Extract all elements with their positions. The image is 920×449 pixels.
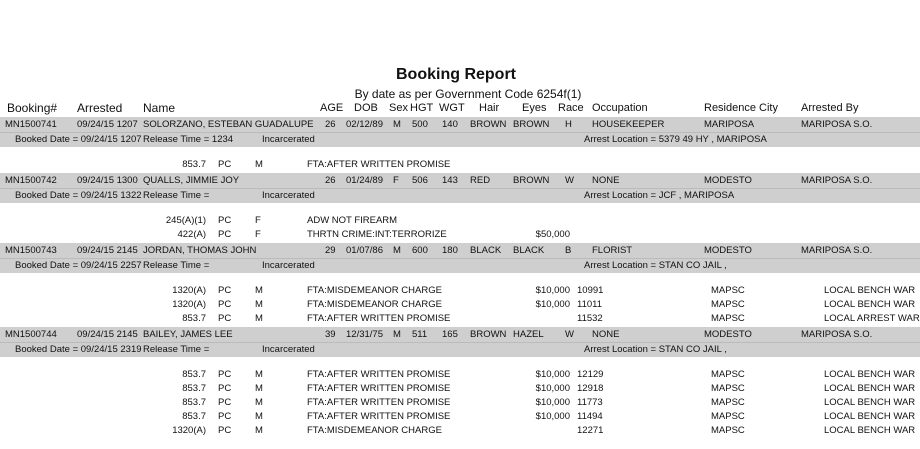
dob: 12/31/75 — [346, 329, 383, 340]
charge-description: FTA:AFTER WRITTEN PROMISE — [307, 383, 451, 394]
charge-type: PC — [218, 313, 232, 324]
race: W — [565, 175, 574, 186]
sex: M — [393, 119, 401, 130]
charge-level: M — [255, 425, 263, 436]
charge-description: THRTN CRIME:INT:TERRORIZE — [307, 229, 447, 240]
booked-date: Booked Date = 09/24/15 1207 — [15, 134, 142, 145]
report-title: Booking Report — [396, 66, 516, 83]
age: 26 — [325, 119, 336, 130]
sex: M — [393, 329, 401, 340]
charge-level: F — [255, 215, 261, 226]
height: 506 — [412, 175, 428, 186]
bail-amount: $10,000 — [535, 397, 570, 408]
charge-type: PC — [218, 369, 232, 380]
header-booking: Booking# — [7, 101, 58, 115]
charge-level: F — [255, 229, 261, 240]
charge-code: 853.7 — [182, 313, 206, 324]
charge-level: M — [255, 285, 263, 296]
age: 29 — [325, 245, 336, 256]
charge-code: 422(A) — [177, 229, 206, 240]
court: MAPSC — [711, 411, 745, 422]
arrest-location: Arrest Location = JCF , MARIPOSA — [584, 190, 735, 201]
arrestee-name: SOLORZANO, ESTEBAN GUADALUPE — [143, 119, 314, 130]
arrestee-name: QUALLS, JIMMIE JOY — [143, 175, 240, 186]
warrant-type: LOCAL BENCH WAR — [824, 383, 916, 394]
booking-record — [0, 243, 920, 273]
charge-description: FTA:MISDEMEANOR CHARGE — [307, 425, 442, 436]
header-race: Race — [558, 102, 584, 114]
dob: 02/12/89 — [346, 119, 383, 130]
court: MAPSC — [711, 299, 745, 310]
bail-amount: $10,000 — [535, 369, 570, 380]
charge-level: M — [255, 383, 263, 394]
sex: M — [393, 245, 401, 256]
release-time: Release Time = — [143, 190, 210, 201]
charge-code: 1320(A) — [172, 285, 206, 296]
hair: BROWN — [470, 329, 507, 340]
arrested-datetime: 09/24/15 2145 — [77, 245, 138, 256]
header-name: Name — [143, 101, 176, 115]
bail-amount: $10,000 — [535, 299, 570, 310]
record-divider — [0, 132, 920, 133]
charge-type: PC — [218, 425, 232, 436]
arrestee-name: JORDAN, THOMAS JOHN — [143, 245, 257, 256]
custody-status: Incarcerated — [262, 260, 315, 271]
residence-city: MODESTO — [704, 245, 752, 256]
charge-code: 853.7 — [182, 159, 206, 170]
charge-code: 245(A)(1) — [165, 215, 206, 226]
charge-code: 853.7 — [182, 411, 206, 422]
bail-amount: $10,000 — [535, 411, 570, 422]
arrest-location: Arrest Location = 5379 49 HY , MARIPOSA — [584, 134, 767, 145]
charge-type: PC — [218, 215, 232, 226]
occupation: NONE — [592, 329, 620, 340]
charge-description: FTA:AFTER WRITTEN PROMISE — [307, 411, 451, 422]
warrant-type: LOCAL BENCH WAR — [824, 285, 916, 296]
bail-amount: $10,000 — [535, 383, 570, 394]
age: 39 — [325, 329, 336, 340]
charge-level: M — [255, 159, 263, 170]
header-dob: DOB — [354, 102, 378, 114]
race: H — [565, 119, 572, 130]
occupation: NONE — [592, 175, 620, 186]
arrested-by: MARIPOSA S.O. — [801, 329, 873, 340]
court: MAPSC — [711, 425, 745, 436]
hair: BROWN — [470, 119, 507, 130]
booked-date: Booked Date = 09/24/15 2257 — [15, 260, 142, 271]
case-number: 12918 — [577, 383, 604, 394]
warrant-type: LOCAL BENCH WAR — [824, 411, 916, 422]
custody-status: Incarcerated — [262, 344, 315, 355]
charge-code: 853.7 — [182, 397, 206, 408]
case-number: 11494 — [577, 411, 603, 422]
header-age: AGE — [320, 102, 344, 114]
charge-level: M — [255, 299, 263, 310]
height: 511 — [412, 329, 428, 340]
header-sex: Sex — [389, 102, 408, 114]
charge-description: FTA:MISDEMEANOR CHARGE — [307, 285, 442, 296]
arrested-by: MARIPOSA S.O. — [801, 175, 873, 186]
court: MAPSC — [711, 313, 745, 324]
eyes: HAZEL — [513, 329, 544, 340]
release-time: Release Time = — [143, 260, 210, 271]
case-number: 11011 — [577, 299, 603, 310]
charge-description: FTA:AFTER WRITTEN PROMISE — [307, 159, 451, 170]
case-number: 11773 — [577, 397, 603, 408]
charge-type: PC — [218, 411, 232, 422]
occupation: HOUSEKEEPER — [592, 119, 665, 130]
height: 500 — [412, 119, 428, 130]
booking-record — [0, 173, 920, 203]
report-subtitle: By date as per Government Code 6254f(1) — [354, 87, 582, 101]
charge-type: PC — [218, 299, 232, 310]
bail-amount: $50,000 — [535, 229, 570, 240]
charge-code: 853.7 — [182, 369, 206, 380]
warrant-type: LOCAL BENCH WAR — [824, 369, 916, 380]
occupation: FLORIST — [592, 245, 633, 256]
header-arrested-by: Arrested By — [801, 102, 859, 114]
header-arrested: Arrested — [77, 101, 123, 115]
residence-city: MODESTO — [704, 329, 752, 340]
arrested-datetime: 09/24/15 2145 — [77, 329, 138, 340]
arrest-location: Arrest Location = STAN CO JAIL , — [584, 260, 727, 271]
record-divider — [0, 258, 920, 259]
residence-city: MODESTO — [704, 175, 752, 186]
header-hgt: HGT — [410, 102, 434, 114]
charge-description: FTA:AFTER WRITTEN PROMISE — [307, 369, 451, 380]
charge-code: 853.7 — [182, 383, 206, 394]
custody-status: Incarcerated — [262, 134, 315, 145]
booked-date: Booked Date = 09/24/15 2319 — [15, 344, 142, 355]
booking-number: MN1500742 — [5, 175, 57, 186]
charge-code: 1320(A) — [172, 299, 206, 310]
booked-date: Booked Date = 09/24/15 1322 — [15, 190, 142, 201]
charge-type: PC — [218, 229, 232, 240]
weight: 140 — [442, 119, 458, 130]
charge-level: M — [255, 369, 263, 380]
arrestee-name: BAILEY, JAMES LEE — [143, 329, 233, 340]
eyes: BLACK — [513, 245, 545, 256]
eyes: BROWN — [513, 175, 550, 186]
dob: 01/07/86 — [346, 245, 383, 256]
charge-description: FTA:MISDEMEANOR CHARGE — [307, 299, 442, 310]
weight: 180 — [442, 245, 458, 256]
charge-type: PC — [218, 285, 232, 296]
booking-number: MN1500743 — [5, 245, 57, 256]
height: 600 — [412, 245, 428, 256]
charge-level: M — [255, 411, 263, 422]
header-occupation: Occupation — [592, 102, 648, 114]
release-time: Release Time = — [143, 344, 210, 355]
case-number: 11532 — [577, 313, 603, 324]
arrested-datetime: 09/24/15 1207 — [77, 119, 138, 130]
age: 26 — [325, 175, 336, 186]
court: MAPSC — [711, 369, 745, 380]
case-number: 10991 — [577, 285, 604, 296]
arrested-by: MARIPOSA S.O. — [801, 119, 873, 130]
charge-type: PC — [218, 159, 232, 170]
warrant-type: LOCAL BENCH WAR — [824, 397, 916, 408]
warrant-type: LOCAL ARREST WAR — [824, 313, 920, 324]
case-number: 12129 — [577, 369, 604, 380]
court: MAPSC — [711, 397, 745, 408]
header-wgt: WGT — [439, 102, 465, 114]
dob: 01/24/89 — [346, 175, 383, 186]
warrant-type: LOCAL BENCH WAR — [824, 425, 916, 436]
hair: RED — [470, 175, 491, 186]
charge-code: 1320(A) — [172, 425, 206, 436]
custody-status: Incarcerated — [262, 190, 315, 201]
weight: 165 — [442, 329, 458, 340]
court: MAPSC — [711, 383, 745, 394]
record-divider — [0, 188, 920, 189]
court: MAPSC — [711, 285, 745, 296]
booking-record — [0, 327, 920, 357]
race: B — [565, 245, 572, 256]
header-residence-city: Residence City — [704, 102, 778, 114]
charge-type: PC — [218, 383, 232, 394]
warrant-type: LOCAL BENCH WAR — [824, 299, 916, 310]
charge-level: M — [255, 313, 263, 324]
booking-number: MN1500741 — [5, 119, 57, 130]
race: W — [565, 329, 574, 340]
bail-amount: $10,000 — [535, 285, 570, 296]
header-hair: Hair — [479, 102, 500, 114]
charge-level: M — [255, 397, 263, 408]
case-number: 12271 — [577, 425, 604, 436]
charge-description: ADW NOT FIREARM — [307, 215, 398, 226]
charge-description: FTA:AFTER WRITTEN PROMISE — [307, 313, 451, 324]
hair: BLACK — [470, 245, 502, 256]
arrested-by: MARIPOSA S.O. — [801, 245, 873, 256]
arrested-datetime: 09/24/15 1300 — [77, 175, 138, 186]
booking-record — [0, 117, 920, 147]
release-time: Release Time = 1234 — [143, 134, 234, 145]
eyes: BROWN — [513, 119, 550, 130]
arrest-location: Arrest Location = STAN CO JAIL , — [584, 344, 727, 355]
weight: 143 — [442, 175, 458, 186]
charge-description: FTA:AFTER WRITTEN PROMISE — [307, 397, 451, 408]
header-eyes: Eyes — [522, 102, 547, 114]
record-divider — [0, 342, 920, 343]
residence-city: MARIPOSA — [704, 119, 755, 130]
sex: F — [393, 175, 399, 186]
charge-type: PC — [218, 397, 232, 408]
booking-number: MN1500744 — [5, 329, 57, 340]
